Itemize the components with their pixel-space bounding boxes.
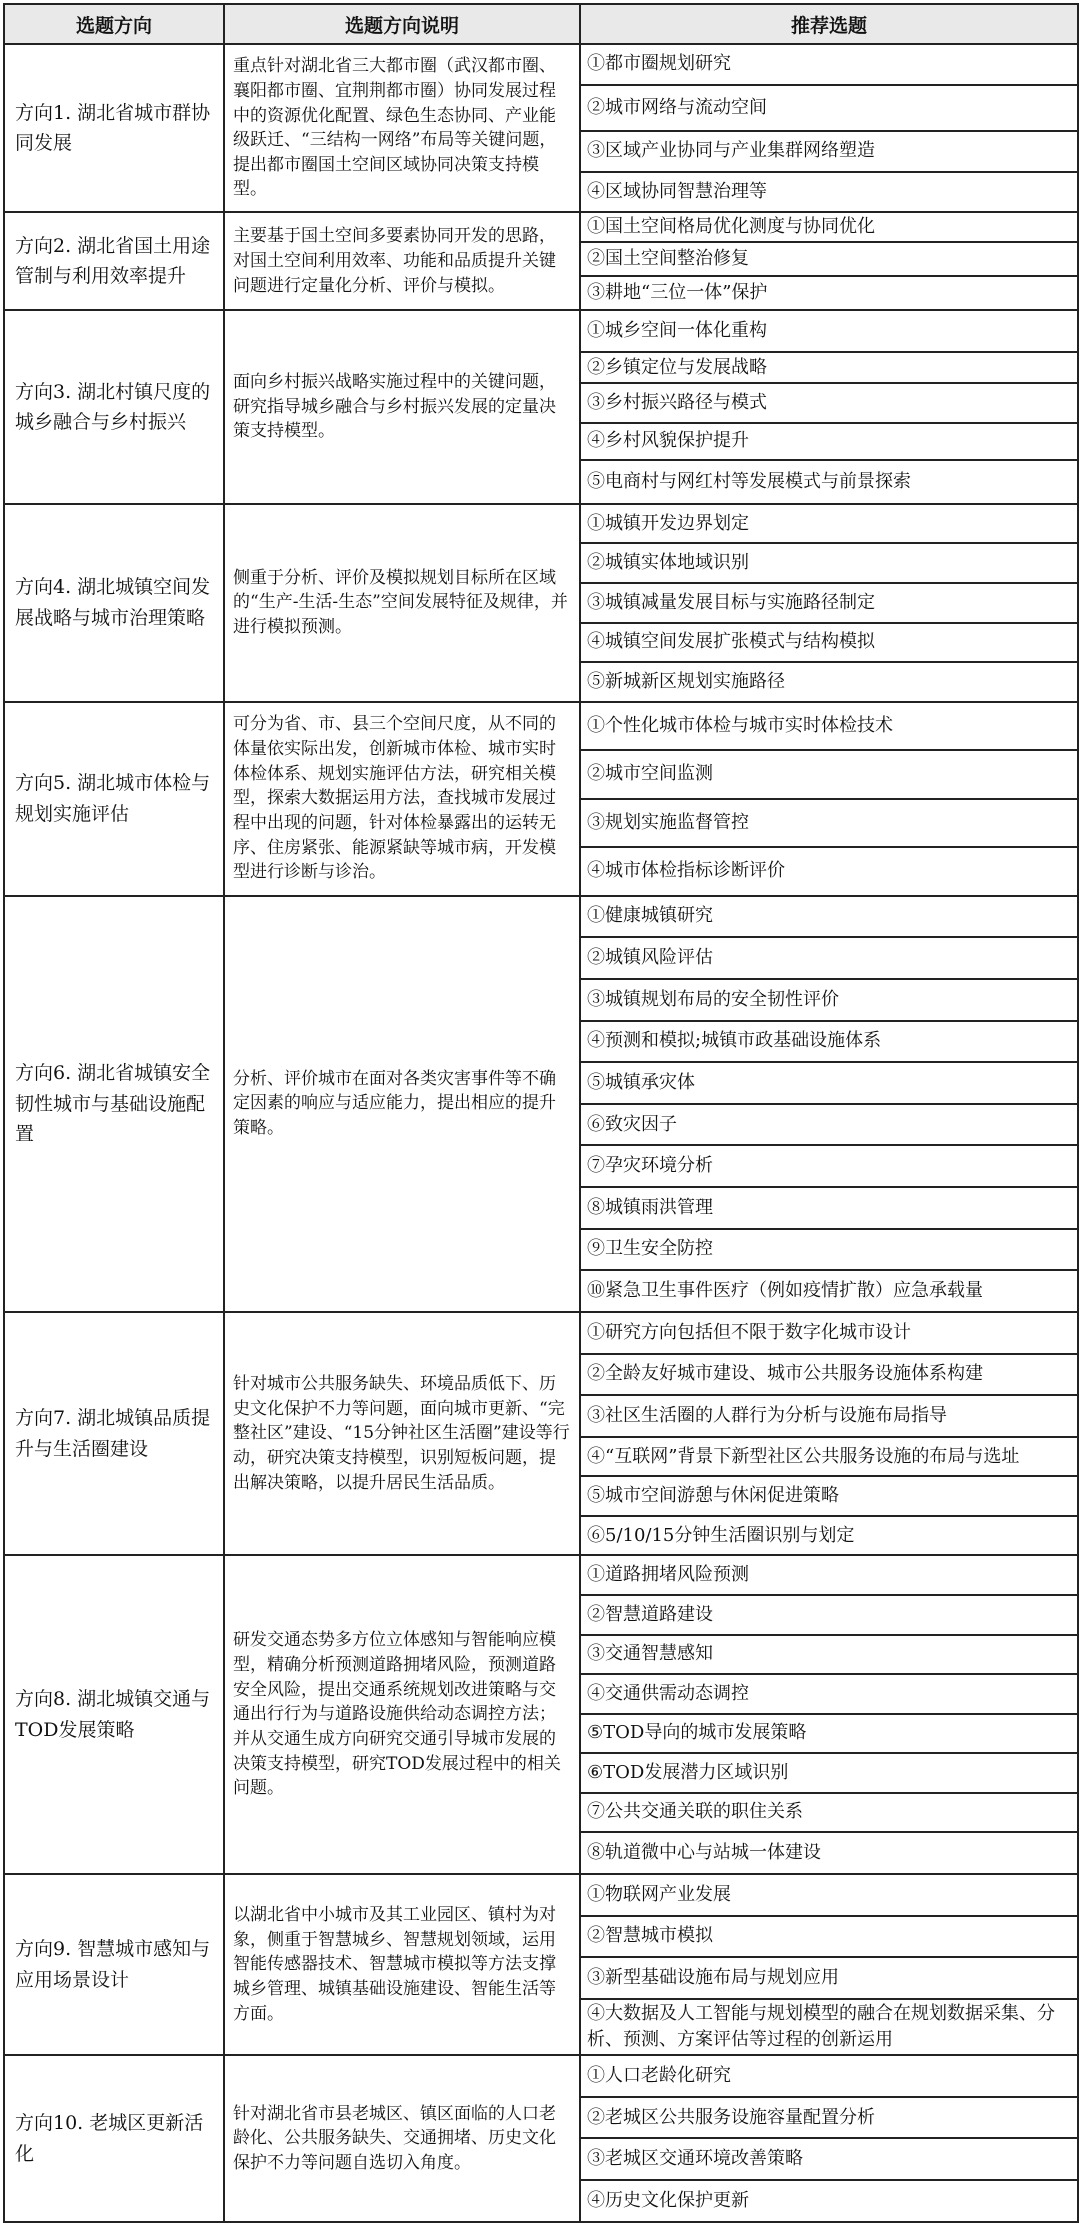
direction-title: 方向8. 湖北城镇交通与TOD发展策略 (4, 1555, 224, 1873)
recommended-topic: ⑥TOD发展潜力区域识别 (580, 1753, 1078, 1793)
table-row (4, 1555, 1078, 1595)
direction-description: 针对湖北省市县老城区、镇区面临的人口老龄化、公共服务缺失、交通拥堵、历史文化保护不力等问题自选切入角度。 (224, 2055, 580, 2222)
table-row (4, 1874, 1078, 1916)
recommended-topic: ②老城区公共服务设施容量配置分析 (580, 2097, 1078, 2139)
recommended-topic: ④城市体检指标诊断评价 (580, 847, 1078, 896)
table-row (4, 212, 1078, 241)
header-direction: 选题方向 (4, 4, 224, 44)
recommended-topic: ②城市空间监测 (580, 750, 1078, 799)
direction-title: 方向6. 湖北省城镇安全韧性城市与基础设施配置 (4, 896, 224, 1312)
recommended-topic: ③乡村振兴路径与模式 (580, 383, 1078, 423)
recommended-topic: ⑥5/10/15分钟生活圈识别与划定 (580, 1516, 1078, 1556)
recommended-topic: ②乡镇定位与发展战略 (580, 352, 1078, 383)
table-row (4, 310, 1078, 352)
direction-description: 面向乡村振兴战略实施过程中的关键问题，研究指导城乡融合与乡村振兴发展的定量决策支持模型。 (224, 310, 580, 504)
direction-title: 方向5. 湖北城市体检与规划实施评估 (4, 702, 224, 896)
recommended-topic: ⑤城镇承灾体 (580, 1062, 1078, 1104)
recommended-topic: ④交通供需动态调控 (580, 1674, 1078, 1714)
recommended-topic: ④“互联网”背景下新型社区公共服务设施的布局与选址 (580, 1437, 1078, 1477)
recommended-topic: ①人口老龄化研究 (580, 2055, 1078, 2097)
recommended-topic: ②国土空间整治修复 (580, 242, 1078, 276)
recommended-topic: ②全龄友好城市建设、城市公共服务设施体系构建 (580, 1354, 1078, 1396)
direction-title: 方向7. 湖北城镇品质提升与生活圈建设 (4, 1312, 224, 1556)
recommended-topic: ③老城区交通环境改善策略 (580, 2138, 1078, 2180)
recommended-topic: ②城镇实体地域识别 (580, 543, 1078, 583)
recommended-topic: ③规划实施监督管控 (580, 799, 1078, 848)
direction-description: 分析、评价城市在面对各类灾害事件等不确定因素的响应与适应能力，提出相应的提升策略。 (224, 896, 580, 1312)
recommended-topic: ④历史文化保护更新 (580, 2180, 1078, 2222)
direction-title: 方向1. 湖北省城市群协同发展 (4, 44, 224, 212)
recommended-topic: ③区域产业协同与产业集群网络塑造 (580, 131, 1078, 172)
recommended-topic: ④区域协同智慧治理等 (580, 172, 1078, 213)
direction-description: 主要基于国土空间多要素协同开发的思路，对国土空间利用效率、功能和品质提升关键问题进行定量化分析、评价与模拟。 (224, 212, 580, 310)
recommended-topic: ④大数据及人工智能与规划模型的融合在规划数据采集、分析、预测、方案评估等过程的创新运用 (580, 1999, 1078, 2055)
recommended-topic: ⑦孕灾环境分析 (580, 1145, 1078, 1187)
recommended-topic: ④乡村风貌保护提升 (580, 423, 1078, 460)
recommended-topic: ⑤电商村与网红村等发展模式与前景探索 (580, 460, 1078, 504)
recommended-topic: ⑤城市空间游憩与休闲促进策略 (580, 1476, 1078, 1516)
direction-description: 针对城市公共服务缺失、环境品质低下、历史文化保护不力等问题，面向城市更新、“完整社区”建设、“15分钟社区生活圈”建设等行动，研究决策支持模型，识别短板问题，提出解决策略，以提升居民生活品质。 (224, 1312, 580, 1556)
recommended-topic: ④城镇空间发展扩张模式与结构模拟 (580, 623, 1078, 663)
direction-title: 方向10. 老城区更新活化 (4, 2055, 224, 2222)
recommended-topic: ③城镇减量发展目标与实施路径制定 (580, 583, 1078, 623)
recommended-topic: ①城乡空间一体化重构 (580, 310, 1078, 352)
recommended-topic: ③新型基础设施布局与规划应用 (580, 1957, 1078, 1999)
table-row (4, 44, 1078, 85)
recommended-topic: ③交通智慧感知 (580, 1635, 1078, 1675)
direction-title: 方向3. 湖北村镇尺度的城乡融合与乡村振兴 (4, 310, 224, 504)
table-row (4, 1312, 1078, 1354)
table-row (4, 702, 1078, 751)
recommended-topic: ③社区生活圈的人群行为分析与设施布局指导 (580, 1395, 1078, 1437)
table-row (4, 504, 1078, 544)
recommended-topic: ⑤TOD导向的城市发展策略 (580, 1714, 1078, 1754)
header-description: 选题方向说明 (224, 4, 580, 44)
header-recommend: 推荐选题 (580, 4, 1078, 44)
recommended-topic: ②城市网络与流动空间 (580, 85, 1078, 131)
topic-table (3, 3, 1079, 2223)
direction-description: 可分为省、市、县三个空间尺度，从不同的体量依实际出发，创新城市体检、城市实时体检体系、规划实施评估方法，研究相关模型，探索大数据运用方法，查找城市发展过程中出现的问题，针对体检暴露出的运转无序、住房紧张、能源紧缺等城市病，开发模型进行诊断与诊治。 (224, 702, 580, 896)
direction-title: 方向4. 湖北城镇空间发展战略与城市治理策略 (4, 504, 224, 702)
table-row (4, 896, 1078, 938)
recommended-topic: ⑨卫生安全防控 (580, 1229, 1078, 1271)
recommended-topic: ①城镇开发边界划定 (580, 504, 1078, 544)
direction-title: 方向9. 智慧城市感知与应用场景设计 (4, 1874, 224, 2055)
direction-description: 研发交通态势多方位立体感知与智能响应模型，精确分析预测道路拥堵风险，预测道路安全风险，提出交通系统规划改进策略与交通出行行为与道路设施供给动态调控方法；并从交通生成方向研究交通引导城市发展的决策支持模型，研究TOD发展过程中的相关问题。 (224, 1555, 580, 1873)
recommended-topic: ②城镇风险评估 (580, 937, 1078, 979)
recommended-topic: ①个性化城市体检与城市实时体检技术 (580, 702, 1078, 751)
table-header-row (4, 4, 1078, 44)
recommended-topic: ⑧轨道微中心与站城一体建设 (580, 1832, 1078, 1874)
recommended-topic: ②智慧城市模拟 (580, 1916, 1078, 1958)
recommended-topic: ⑩紧急卫生事件医疗（例如疫情扩散）应急承载量 (580, 1270, 1078, 1312)
recommended-topic: ②智慧道路建设 (580, 1595, 1078, 1635)
table-row (4, 2055, 1078, 2097)
recommended-topic: ①国土空间格局优化测度与协同优化 (580, 212, 1078, 241)
recommended-topic: ③耕地“三位一体”保护 (580, 276, 1078, 310)
recommended-topic: ①研究方向包括但不限于数字化城市设计 (580, 1312, 1078, 1354)
recommended-topic: ①物联网产业发展 (580, 1874, 1078, 1916)
direction-description: 侧重于分析、评价及模拟规划目标所在区域的“生产-生活-生态”空间发展特征及规律，并进行模拟预测。 (224, 504, 580, 702)
recommended-topic: ⑥致灾因子 (580, 1104, 1078, 1146)
recommended-topic: ⑤新城新区规划实施路径 (580, 662, 1078, 702)
recommended-topic: ⑧城镇雨洪管理 (580, 1187, 1078, 1229)
direction-title: 方向2. 湖北省国土用途管制与利用效率提升 (4, 212, 224, 310)
recommended-topic: ①都市圈规划研究 (580, 44, 1078, 85)
recommended-topic: ④预测和模拟;城镇市政基础设施体系 (580, 1021, 1078, 1063)
direction-description: 以湖北省中小城市及其工业园区、镇村为对象，侧重于智慧城乡、智慧规划领域，运用智能传感器技术、智慧城市模拟等方法支撑城乡管理、城镇基础设施建设、智能生活等方面。 (224, 1874, 580, 2055)
direction-description: 重点针对湖北省三大都市圈（武汉都市圈、襄阳都市圈、宜荆荆都市圈）协同发展过程中的资源优化配置、绿色生态协同、产业能级跃迁、“三结构一网络”布局等关键问题，提出都市圈国土空间区域协同决策支持模型。 (224, 44, 580, 212)
recommended-topic: ③城镇规划布局的安全韧性评价 (580, 979, 1078, 1021)
recommended-topic: ⑦公共交通关联的职住关系 (580, 1793, 1078, 1833)
recommended-topic: ①健康城镇研究 (580, 896, 1078, 938)
recommended-topic: ①道路拥堵风险预测 (580, 1555, 1078, 1595)
